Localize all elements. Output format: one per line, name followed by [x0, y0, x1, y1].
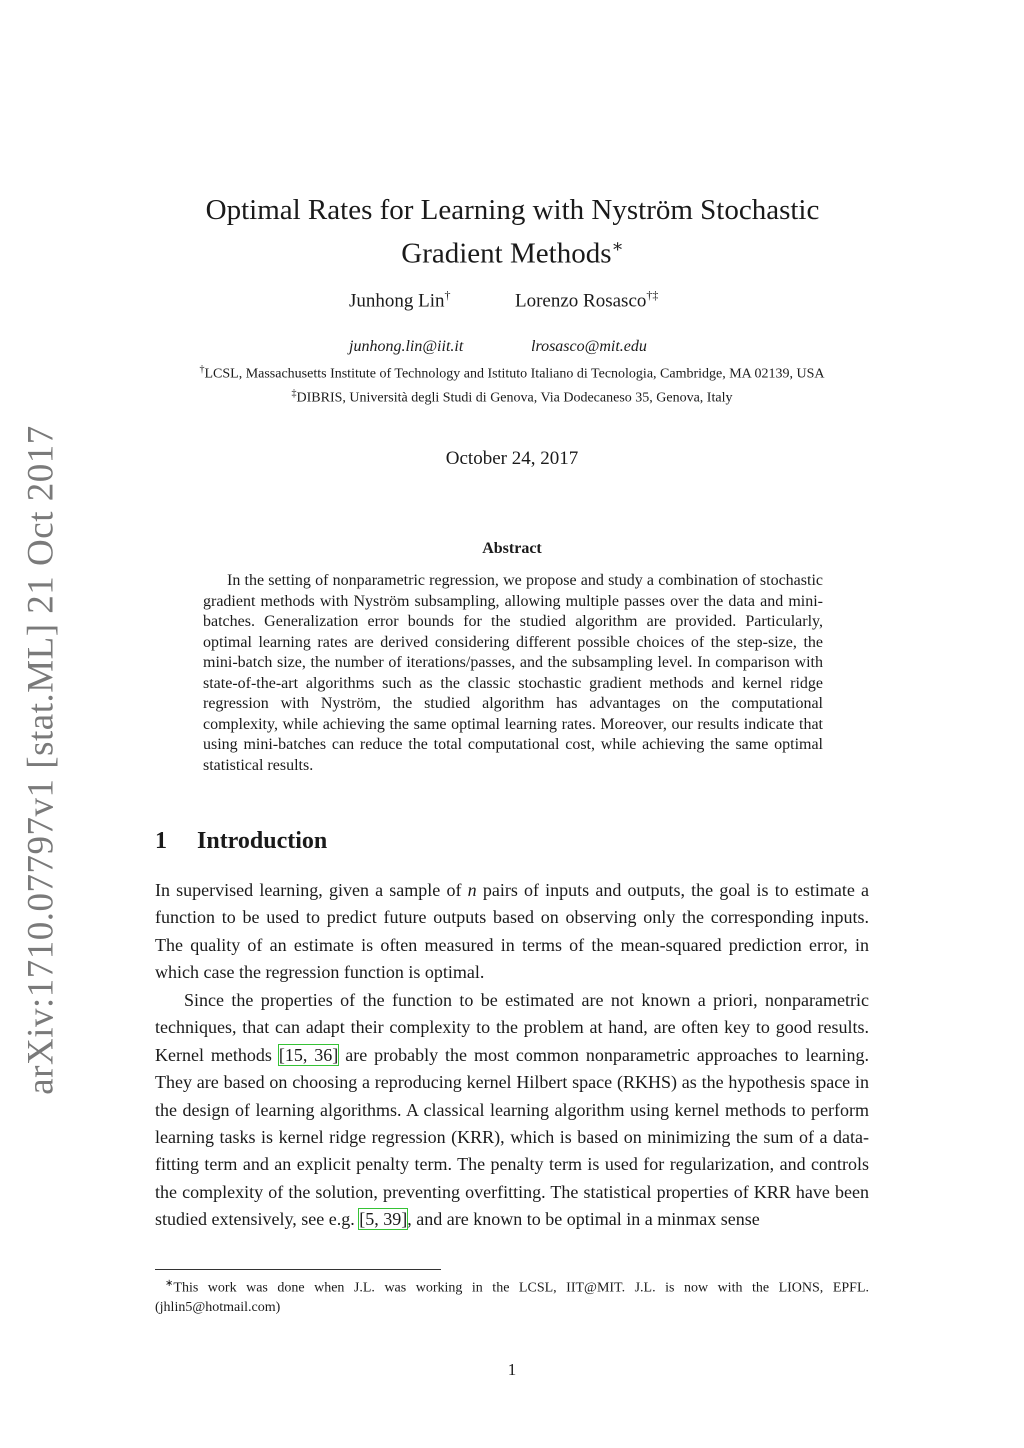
author-name: Junhong Lin — [349, 290, 445, 312]
email-junhong-lin: junhong.lin@iit.it — [349, 338, 464, 355]
citation-15[interactable]: 15 — [284, 1044, 303, 1065]
email-lorenzo-rosasco: lrosasco@mit.edu — [531, 338, 647, 355]
affiliation-lcsl — [100, 364, 924, 383]
publication-date: October 24, 2017 — [445, 448, 579, 469]
author-affiliation-marks: †‡ — [646, 288, 659, 302]
section-number: 1 — [155, 828, 167, 854]
citation-39[interactable]: 39 — [383, 1209, 402, 1230]
page-number: 1 — [507, 1360, 517, 1379]
citation-36[interactable]: 36 — [314, 1044, 333, 1065]
title-line-1: Optimal Rates for Learning with Nyström Stochastic — [205, 194, 820, 226]
author-junhong-lin — [349, 288, 451, 312]
footnote-mark: ∗ — [165, 1278, 174, 1289]
author-lorenzo-rosasco — [515, 288, 658, 312]
arxiv-identifier-stamp: arXiv:1710.07797v1 [stat.ML] 21 Oct 2017 — [20, 425, 62, 1095]
paragraph-text: In supervised learning, given a sample of — [155, 880, 462, 900]
intro-paragraph-2 — [155, 987, 869, 1234]
paragraph-text: pairs of inputs and outputs, the goal is to estimate a function to be used to predict future outputs based on observing only the corresponding inputs. The quality of an estimate is often measured in terms of the mean-squared prediction error, in which case the regression function is optimal. — [155, 880, 870, 983]
author-affiliation-marks: † — [444, 288, 451, 302]
section-title: Introduction — [197, 828, 328, 854]
affiliation-text: LCSL, Massachusetts Institute of Technology and Istituto Italiano di Tecnologia, Cambridge, MA 02139, USA — [204, 366, 825, 382]
footnote-text: This work was done when J.L. was working in the LCSL, IIT@MIT. J.L. is now with the LIONS, EPFL. (jhlin5@hotmail.com) — [155, 1280, 869, 1315]
affiliation-mark: † — [199, 364, 205, 375]
footnote-divider — [155, 1269, 441, 1270]
citation-link-15-36[interactable]: [15, 36] — [278, 1044, 339, 1065]
title-line-2-text: Gradient Methods — [401, 237, 612, 270]
abstract-heading: Abstract — [482, 540, 542, 557]
title-line-2 — [155, 228, 870, 272]
paragraph-text: Since the properties of the function to be estimated are not known a priori, nonparametric techniques, that can adapt their complexity to the problem at hand, are often key to good results. Kernel methods — [155, 990, 869, 1065]
paragraph-text: , and are known to be optimal in a minmax sense — [407, 1209, 760, 1230]
footnote — [155, 1274, 869, 1317]
citation-5[interactable]: 5 — [365, 1209, 375, 1230]
affiliation-text: DIBRIS, Università degli Studi di Genova, Via Dodecaneso 35, Genova, Italy — [296, 390, 733, 406]
title-footnote-mark: ∗ — [611, 236, 624, 256]
citation-link-5-39[interactable]: [5, 39] — [359, 1209, 408, 1230]
affiliation-mark: ‡ — [291, 388, 297, 399]
section-heading-introduction — [155, 828, 327, 855]
intro-paragraph-1 — [155, 877, 869, 987]
author-name: Lorenzo Rosasco — [515, 290, 647, 312]
math-variable-n: n — [467, 880, 477, 900]
paper-title — [155, 192, 870, 272]
affiliation-dibris — [100, 388, 924, 407]
paragraph-text: are probably the most common nonparametric approaches to learning. They are based on choosing a reproducing kernel Hilbert space (RKHS) as the hypothesis space in the design of learning algorithms. A classical learning algorithm using kernel methods to perform learning tasks is kernel ridge regression (KRR), which is based on minimizing the sum of a data-fitting term and an explicit penalty term. The penalty term is used for regularization, and controls the complexity of the solution, preventing overfitting. The statistical properties of KRR have been studied extensively, see e.g. — [155, 1044, 870, 1230]
abstract-text: In the setting of nonparametric regression, we propose and study a combination of stochastic gradient methods with Nyström subsampling, allowing multiple passes over the data and mini-batches. Generalization error bounds for the studied algorithm are provided. Particularly, optimal learning rates are derived considering different possible choices of the step-size, the mini-batch size, the number of iterations/passes, and the subsampling level. In comparison with state-of-the-art algorithms such as the classic stochastic gradient methods and kernel ridge regression with Nyström, the studied algorithm has advantages on the computational complexity, while achieving the same optimal learning rates. Moreover, our results indicate that using mini-batches can reduce the total computational cost, while achieving the same optimal statistical results. — [203, 572, 823, 774]
